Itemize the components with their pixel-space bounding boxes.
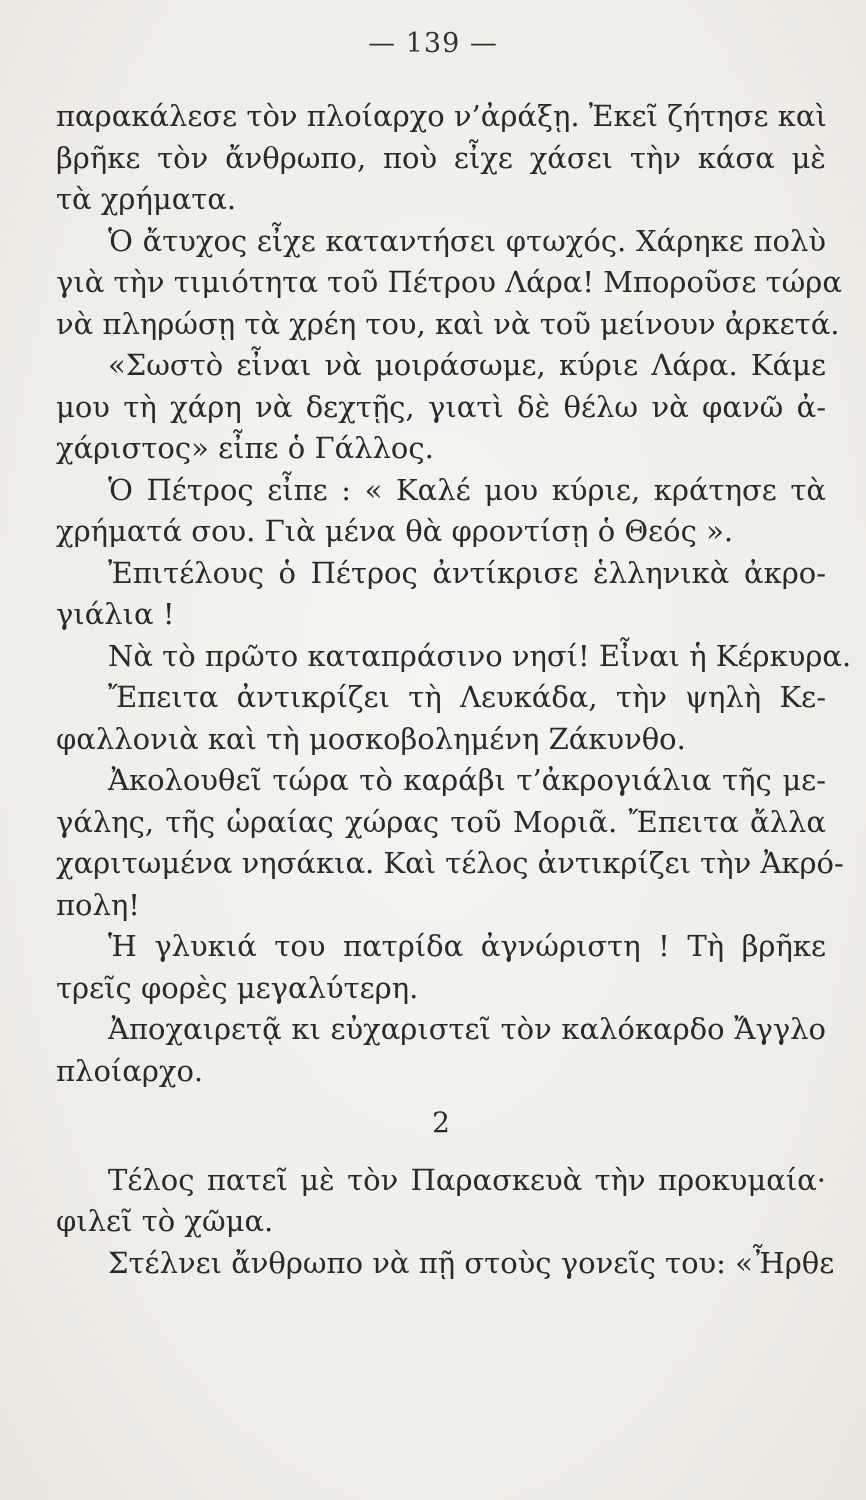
- text-line: Ἐπιτέλους ὁ Πέτρος ἀντίκρισε ἑλληνικὰ ἀκρο-: [108, 555, 826, 590]
- text-block-after-section: [56, 1160, 835, 1285]
- text-line: νὰ πληρώσῃ τὰ χρέη του, καὶ νὰ τοῦ μείνουν ἀρκετά.: [56, 306, 840, 341]
- text-line: Νὰ τὸ πρῶτο καταπράσινο νησί! Εἶναι ἡ Κέρκυρα.: [108, 638, 852, 673]
- text-line: Στέλνει ἄνθρωπο νὰ πῇ στοὺς γονεῖς του: «Ἦρθε: [108, 1245, 835, 1280]
- text-line: χρήματά σου. Γιὰ μένα θὰ φροντίσῃ ὁ Θεός ».: [56, 514, 734, 548]
- page-number: — 139 —: [368, 28, 498, 59]
- text-line: χαριτωμένα νησάκια. Καὶ τέλος ἀντικρίζει τὴν Ἀκρό-: [56, 846, 844, 880]
- text-line: πλοίαρχο.: [56, 1053, 204, 1088]
- section-number: 2: [432, 1106, 450, 1139]
- text-line: τὰ χρήματα.: [56, 182, 237, 216]
- text-line: χάριστος» εἶπε ὁ Γάλλος.: [56, 431, 434, 465]
- text-line: «Σωστὸ εἶναι νὰ μοιράσωμε, κύριε Λάρα. Κάμε: [108, 348, 826, 382]
- text-line: γάλης, τῆς ὡραίας χώρας τοῦ Μοριᾶ. Ἔπειτα ἄλλα: [56, 804, 826, 839]
- text-line: Τέλος πατεῖ μὲ τὸν Παρασκευὰ τὴν προκυμαία·: [108, 1162, 826, 1197]
- text-line: Ὁ Πέτρος εἶπε : « Καλέ μου κύριε, κράτησε τὰ: [108, 472, 826, 507]
- text-line: φιλεῖ τὸ χῶμα.: [56, 1204, 274, 1238]
- text-line: παρακάλεσε τὸν πλοίαρχο ν’ἀράξῃ. Ἐκεῖ ζήτησε καὶ: [56, 99, 827, 133]
- text-line: φαλλονιὰ καὶ τὴ μοσκοβολημένη Ζάκυνθο.: [56, 721, 686, 756]
- body-text: [56, 96, 852, 1284]
- text-line: γιάλια !: [56, 597, 175, 631]
- text-line: Ὁ ἄτυχος εἶχε καταντήσει φτωχός. Χάρηκε πολὺ: [108, 223, 826, 258]
- text-line: πολη!: [56, 887, 140, 922]
- text-line: βρῆκε τὸν ἄνθρωπο, ποὺ εἶχε χάσει τὴν κάσα μὲ: [56, 140, 826, 175]
- text-line: Ἀποχαιρετᾷ κι εὐχαριστεῖ τὸν καλόκαρδο Ἄγγλο: [108, 1012, 826, 1046]
- text-line: γιὰ τὴν τιμιότητα τοῦ Πέτρου Λάρα! Μποροῦσε τώρα: [56, 265, 842, 299]
- text-line: Ἡ γλυκιά του πατρίδα ἀγνώριστη ! Τὴ βρῆκε: [108, 929, 826, 963]
- text-block-before-section: [56, 96, 852, 1092]
- text-line: μου τὴ χάρη νὰ δεχτῇς, γιατὶ δὲ θέλω νὰ φανῶ ἀ-: [56, 389, 826, 424]
- text-line: Ἔπειτα ἀντικρίζει τὴ Λευκάδα, τὴν ψηλὴ Κε-: [108, 680, 826, 714]
- text-line: τρεῖς φορὲς μεγαλύτερη.: [56, 970, 419, 1005]
- text-line: Ἀκολουθεῖ τώρα τὸ καράβι τ’ἀκρογιάλια τῆς με-: [108, 763, 826, 797]
